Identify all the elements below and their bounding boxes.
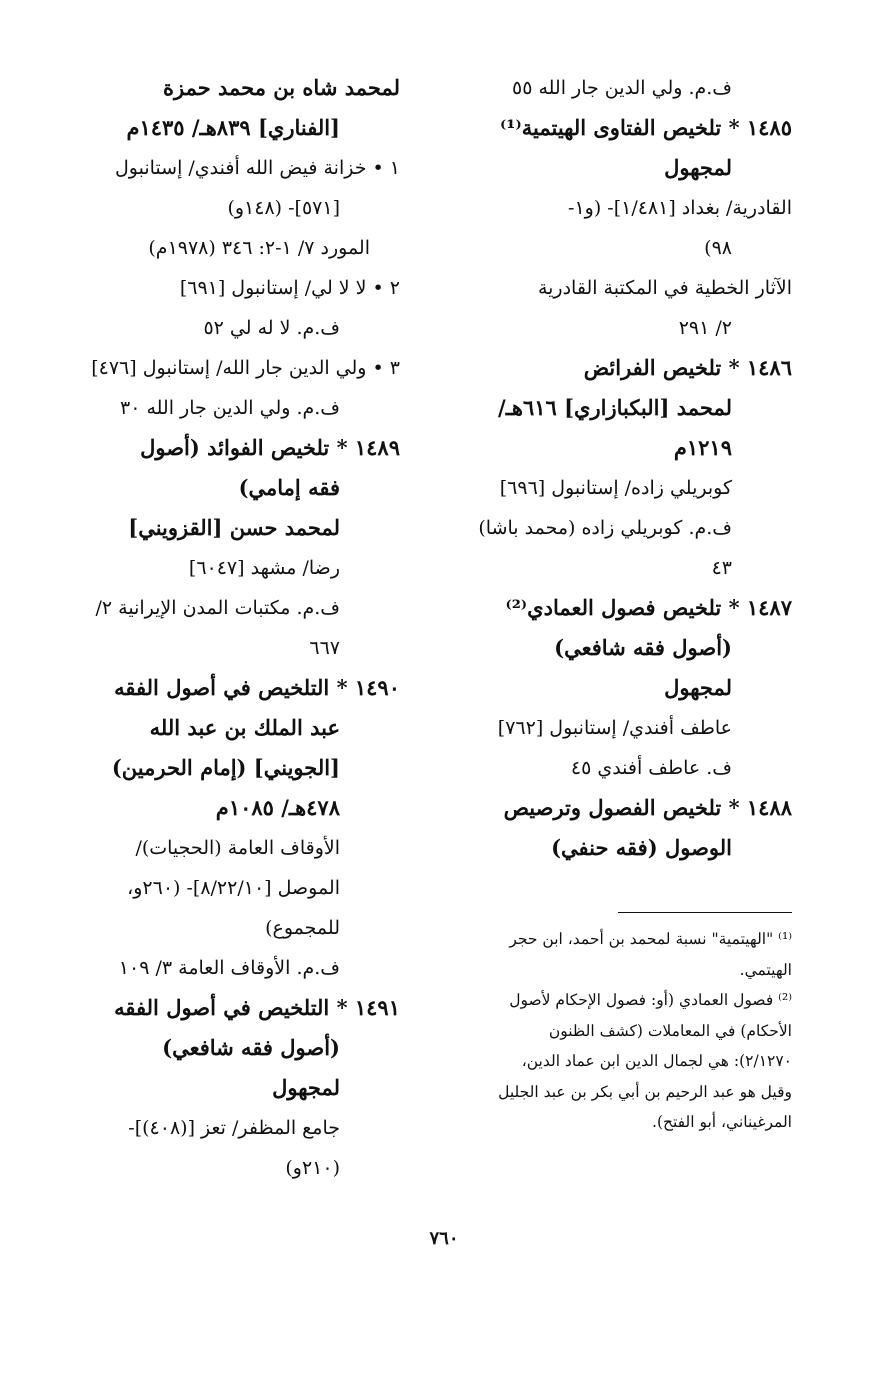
footnote-line: الأحكام) في المعاملات (كشف الظنون (548, 1021, 792, 1040)
entry-text-line: ف.م. الأوقاف العامة ٣/ ١٠٩ (118, 957, 340, 979)
entry-text-line: ف.م. ولي الدين جار الله ٣٠ (119, 397, 340, 419)
entry-heading-line: الوصول (فقه حنفي) (551, 835, 732, 860)
entry-text-line: للمجموع) (265, 917, 340, 939)
footnotes (442, 924, 792, 1138)
page-number: ٧٦٠ (429, 1228, 459, 1249)
entry-text-line: القادرية/ بغداد [١/٤٨١]- (و١- (568, 197, 792, 219)
entry-text-line: الأوقاف العامة (الحجيات)/ (135, 837, 340, 859)
entry-heading-line: ١٤٩٠ * التلخيص في أصول الفقه (114, 675, 400, 700)
entry-text-line: ٩٨) (704, 237, 732, 259)
entry-text-line: ٣ • ولي الدين جار الله/ إستانبول [٤٧٦] (91, 357, 400, 379)
entry-heading-line: [الفناري] ٨٣٩هـ/ ١٤٣٥م (126, 115, 340, 140)
entry-heading-line: لمجهول (664, 155, 732, 180)
entry-text-line: جامع المظفر/ تعز [(٤٠٨)]- (128, 1117, 340, 1139)
left-column (65, 68, 400, 1188)
entry-text-line: ف.م. مكتبات المدن الإيرانية ٢/ (95, 597, 340, 619)
entry-text-line: ف.م. كوبريلي زاده (محمد باشا) (478, 517, 732, 539)
entry-heading-line: لمحمد [البكبازاري] ٦١٦هـ/ (498, 395, 732, 420)
entry-heading-line: (أصول فقه شافعي) (554, 635, 732, 660)
entry-text-line: الآثار الخطية في المكتبة القادرية (537, 277, 792, 299)
entry-heading-line: ١٤٨٧ * تلخيص فصول العمادي⁽²⁾ (505, 595, 792, 620)
entry-heading-line: ٤٧٨هـ/ ١٠٨٥م (215, 795, 340, 820)
right-column (442, 68, 792, 868)
entry-text-line: (٢١٠و) (285, 1157, 340, 1179)
footnote-line: ٢/١٢٧٠): هي لجمال الدين ابن عماد الدين، (521, 1052, 792, 1070)
footnote-line: ⁽¹⁾ "الهيتمية" نسبة لمحمد بن أحمد، ابن حجر (509, 930, 792, 948)
entry-text-line: ١ • خزانة فيض الله أفندي/ إستانبول (115, 157, 400, 179)
entry-heading-line: ١٤٨٦ * تلخيص الفرائض (583, 355, 792, 380)
entry-text-line: عاطف أفندي/ إستانبول [٧٦٢] (497, 717, 732, 739)
entry-heading-line: عبد الملك بن عبد الله (149, 715, 340, 740)
footnote-line: ⁽²⁾ فصول العمادي (أو: فصول الإحكام لأصول (509, 991, 792, 1009)
footnote-line: الهيتمي. (739, 960, 792, 979)
entry-text-line: ٤٣ (711, 557, 732, 579)
entry-heading-line: ١٢١٩م (673, 435, 732, 460)
footnote-line: المرغيناني، أبو الفتح). (652, 1113, 792, 1131)
entry-heading-line: ١٤٨٩ * تلخيص الفوائد (أصول (140, 435, 400, 460)
entry-heading-line: (أصول فقه شافعي) (162, 1035, 340, 1060)
entry-text-line: ٢ • لا لا لي/ إستانبول [٦٩١] (179, 277, 400, 299)
entry-heading-line: لمحمد حسن [القزويني] (128, 515, 340, 540)
entry-heading-line: ١٤٨٥ * تلخيص الفتاوى الهيتمية⁽¹⁾ (500, 115, 792, 140)
entry-text-line: رضا/ مشهد [٦٠٤٧] (188, 557, 340, 579)
entry-heading-line: [الجويني] (إمام الحرمين) (111, 755, 340, 780)
footnote-separator (618, 912, 792, 913)
entry-heading-line: لمجهول (664, 675, 732, 700)
entry-text-line: الموصل [٨/٢٢/١٠]- (٢٦٠و، (127, 877, 340, 899)
entry-text-line: [٥٧١]- (١٤٨و) (227, 197, 340, 219)
footnote-line: وقيل هو عبد الرحيم بن أبي بكر بن عبد الجليل (498, 1082, 792, 1101)
entry-heading-line: لمجهول (272, 1075, 340, 1100)
entry-text-line: ف.م. لا له لي ٥٢ (203, 317, 340, 339)
entry-heading-line: فقه إمامي) (238, 475, 340, 500)
entry-heading-line: لمحمد شاه بن محمد حمزة (162, 75, 400, 100)
entry-text-line: ٢/ ٢٩١ (678, 317, 732, 339)
entry-text-line: ف. عاطف أفندي ٤٥ (570, 757, 732, 779)
entry-text-line: كوبريلي زاده/ إستانبول [٦٩٦] (499, 477, 732, 499)
entry-heading-line: ١٤٨٨ * تلخيص الفصول وترصيص (503, 795, 792, 820)
entry-heading-line: ١٤٩١ * التلخيص في أصول الفقه (114, 995, 400, 1020)
entry-text-line: المورد ٧/ ١-٢: ٣٤٦ (١٩٧٨م) (148, 237, 370, 259)
entry-text-line: ف.م. ولي الدين جار الله ٥٥ (511, 77, 732, 99)
entry-text-line: ٦٦٧ (309, 637, 340, 659)
